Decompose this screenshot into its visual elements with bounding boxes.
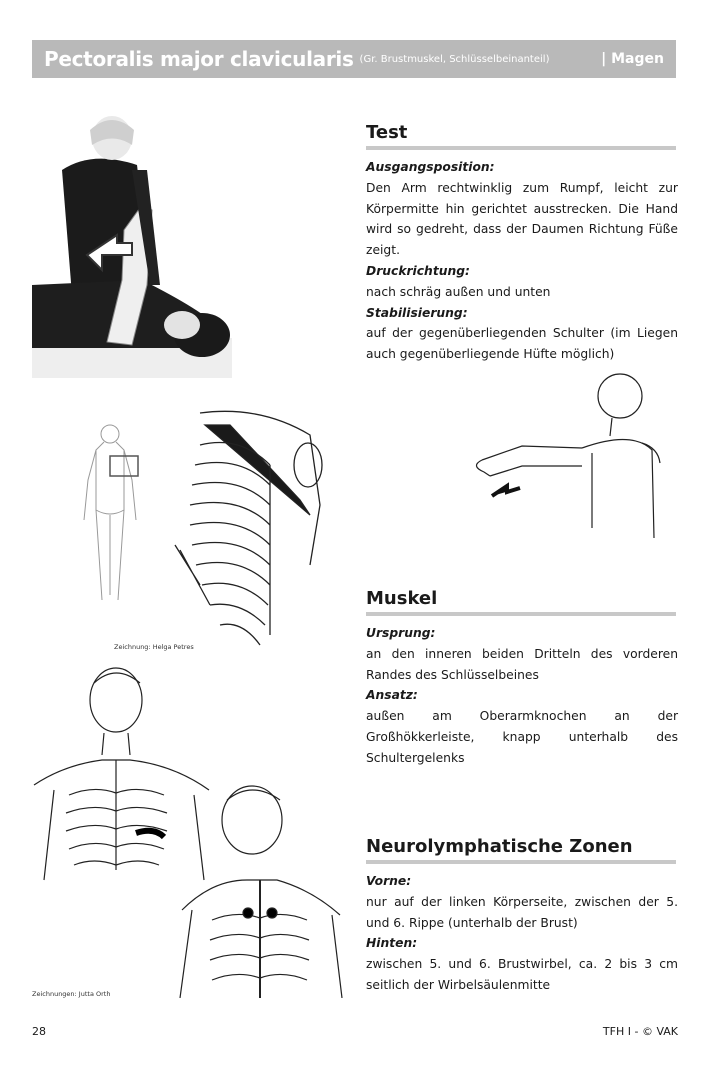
page-title: Pectoralis major clavicularis — [44, 47, 354, 71]
neuro-text-vorne: nur auf der linken Körperseite, zwischen der 5. und 6. Rippe (unterhalb der Brust) — [366, 894, 678, 930]
back-neurolymph-drawing — [172, 780, 348, 998]
muskel-text-ansatz: außen am Oberarmknochen an der Großhökkerleiste, knapp unterhalb des Schultergelenks — [366, 709, 678, 765]
test-label-druckrichtung: Druckrichtung: — [366, 263, 470, 278]
test-arm-drawing — [462, 368, 674, 548]
test-photo — [32, 110, 260, 388]
body-location-drawing — [66, 420, 166, 605]
drawing-credit-1: Zeichnung: Helga Petres — [114, 643, 194, 651]
test-text — [366, 157, 678, 365]
test-text-ausgangsposition: Den Arm rechtwinklig zum Rumpf, leicht zur Körpermitte hin gerichtet ausstrecken. Die Hand wird so gedreht, dass der Daumen Richtung Füße zeigt. — [366, 180, 678, 258]
page-subtitle: (Gr. Brustmuskel, Schlüsselbeinanteil) — [359, 53, 550, 65]
neuro-text — [366, 871, 678, 996]
test-heading: Test — [366, 122, 676, 150]
test-text-stabilisierung: auf der gegenüberliegenden Schulter (im Liegen auch gegenüberliegende Hüfte möglich) — [366, 326, 678, 362]
test-text-druckrichtung: nach schräg außen und unten — [366, 284, 551, 299]
muskel-label-ansatz: Ansatz: — [366, 688, 418, 703]
neuro-text-hinten: zwischen 5. und 6. Brustwirbel, ca. 2 bis 3 cm seitlich der Wirbelsäulenmitte — [366, 957, 678, 992]
header-banner — [32, 40, 676, 78]
drawing-credit-2: Zeichnungen: Jutta Orth — [32, 990, 111, 998]
neuro-heading: Neurolymphatische Zonen — [366, 836, 676, 864]
muskel-heading: Muskel — [366, 588, 676, 616]
muskel-label-ursprung: Ursprung: — [366, 626, 436, 640]
muskel-text — [366, 623, 678, 769]
neuro-label-vorne: Vorne: — [366, 874, 412, 888]
neuro-label-hinten: Hinten: — [366, 936, 418, 951]
footer-copyright: TFH I - © VAK — [602, 1025, 678, 1038]
page-number: 28 — [32, 1025, 46, 1038]
ribcage-muscle-drawing — [170, 405, 330, 660]
test-label-stabilisierung: Stabilisierung: — [366, 305, 468, 320]
muskel-text-ursprung: an den inneren beiden Dritteln des vorderen Randes des Schlüsselbeines — [366, 646, 678, 682]
test-label-ausgangsposition: Ausgangsposition: — [366, 160, 495, 174]
organ-label: | Magen — [601, 51, 664, 67]
